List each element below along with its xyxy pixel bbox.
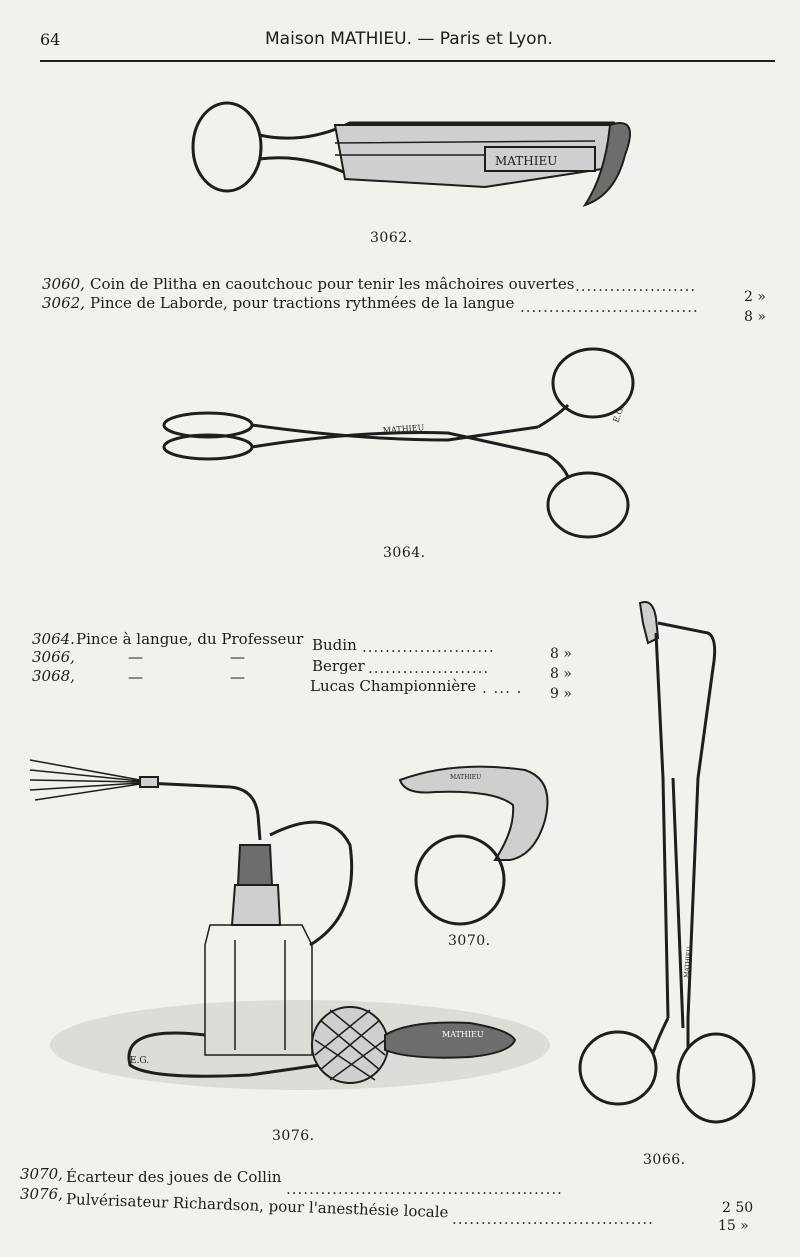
ditto-mark: —: [128, 668, 143, 686]
figure-caption-3066: 3066.: [643, 1152, 686, 1168]
entry-name: Berger: [312, 657, 365, 675]
leader-dots: ...............................: [520, 298, 699, 316]
tongue-forceps-mark: E.G.: [611, 404, 626, 424]
page-number: 64: [40, 30, 61, 49]
entry-description: Pince de Laborde, pour tractions rythmées de la langue: [90, 294, 515, 312]
entry-price: 2 »: [744, 289, 766, 305]
figure-caption-3076: 3076.: [272, 1128, 315, 1144]
ditto-mark: —: [128, 648, 143, 666]
entry-description: Écarteur des joues de Collin: [66, 1168, 282, 1186]
entry-name: Lucas Championnière: [310, 677, 477, 695]
entry-number: 3066,: [32, 648, 75, 666]
entry-description: Pulvérisateur Richardson, pour l'anesthésie locale: [65, 1190, 449, 1222]
entry-description: Pince à langue, du Professeur: [76, 630, 304, 648]
entry-number: 3060,: [42, 275, 85, 293]
page-header-title: Maison MATHIEU. — Paris et Lyon.: [265, 29, 553, 49]
cheek-retractor-illustration: [395, 760, 560, 930]
leader-dots: ................................................: [286, 1180, 563, 1198]
leader-dots: . ... .: [482, 679, 523, 697]
laborde-stamp: MATHIEU: [495, 154, 558, 168]
ditto-mark: —: [230, 648, 245, 666]
cheek-retractor-stamp: MATHIEU: [450, 774, 482, 781]
long-forceps-stamp: MATHIEU: [683, 946, 694, 979]
leader-dots: ...................................: [452, 1210, 654, 1228]
entry-price: 9 »: [550, 686, 572, 702]
entry-number: 3064.: [32, 630, 75, 648]
laborde-forceps-illustration: [185, 95, 645, 215]
entry-price: 8 »: [744, 309, 766, 325]
long-tongue-forceps-illustration: [578, 598, 768, 1143]
figure-caption-3062: 3062.: [370, 230, 413, 246]
entry-number: 3062,: [42, 294, 85, 312]
tongue-forceps-stamp: MATHIEU: [382, 423, 425, 435]
entry-number: 3070,: [20, 1165, 63, 1183]
entry-number: 3076,: [20, 1185, 63, 1203]
header-rule: [40, 60, 775, 62]
entry-name: Budin: [312, 636, 357, 654]
leader-dots: .....................: [575, 277, 697, 295]
entry-description: Coin de Plitha en caoutchouc pour tenir les mâchoires ouvertes: [90, 275, 575, 293]
ditto-mark: —: [230, 668, 245, 686]
sprayer-stamp: MATHIEU: [442, 1030, 484, 1039]
leader-dots: .......................: [362, 638, 495, 656]
sprayer-mark: E.G.: [130, 1056, 150, 1066]
figure-caption-3070: 3070.: [448, 933, 491, 949]
entry-price: 8 »: [550, 666, 572, 682]
figure-caption-3064: 3064.: [383, 545, 426, 561]
entry-price: 2 50: [722, 1200, 754, 1216]
leader-dots: .....................: [368, 659, 490, 677]
entry-number: 3068,: [32, 667, 75, 685]
entry-price: 8 »: [550, 646, 572, 662]
tongue-forceps-illustration: [158, 345, 648, 545]
entry-price: 15 »: [718, 1218, 749, 1234]
